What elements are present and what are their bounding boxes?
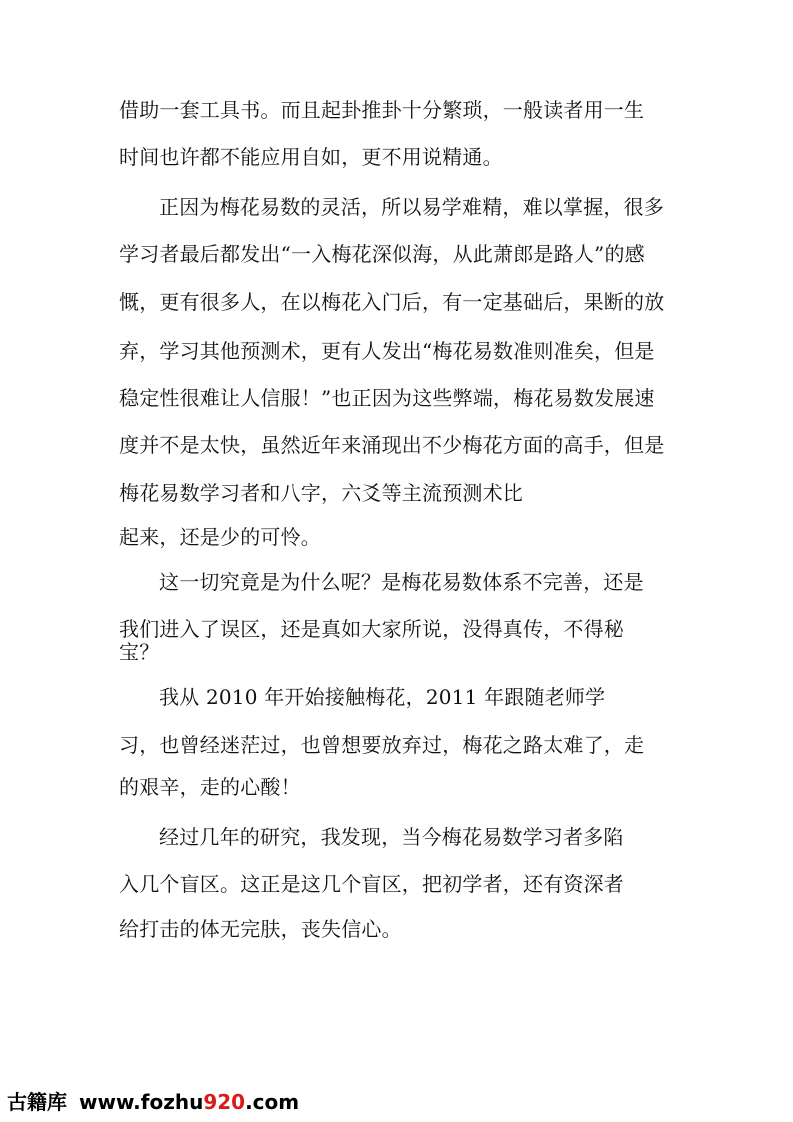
text-line: 宝？ <box>119 640 160 664</box>
text-line: 这一切究竟是为什么呢？是梅花易数体系不完善，还是 <box>159 570 644 594</box>
text-line: 给打击的体无完肤，丧失信心。 <box>119 917 402 941</box>
text-line: 习，也曾经迷茫过，也曾想要放弃过，梅花之路太难了，走 <box>119 733 645 757</box>
text-line: 经过几年的研究，我发现，当今梅花易数学习者多陷 <box>159 825 624 849</box>
text-line: 我从 2010 年开始接触梅花，2011 年跟随老师学 <box>159 685 606 709</box>
text-line: 正因为梅花易数的灵活，所以易学难精，难以掌握，很多 <box>159 195 664 219</box>
text-line: 梅花易数学习者和八字，六爻等主流预测术比 <box>119 481 523 505</box>
text-line: 学习者最后都发出“一入梅花深似海，从此萧郎是路人”的感 <box>119 242 645 266</box>
text-line: 起来，还是少的可怜。 <box>119 525 321 549</box>
text-line: 我们进入了误区，还是真如大家所说，没得真传，不得秘 <box>119 617 624 641</box>
footer-watermark <box>7 1090 299 1114</box>
footer-url-suffix: .com <box>245 1090 300 1114</box>
text-line: 度并不是太快，虽然近年来涌现出不少梅花方面的高手，但是 <box>119 433 665 457</box>
text-line: 弃，学习其他预测术，更有人发出“梅花易数准则准矣，但是 <box>119 339 655 363</box>
footer-url-number: 920 <box>203 1090 246 1114</box>
footer-site-name: 古籍库 <box>7 1090 67 1114</box>
text-line: 的艰辛，走的心酸！ <box>119 775 301 799</box>
text-line: 稳定性很难让人信服！”也正因为这些弊端，梅花易数发展速 <box>119 386 655 410</box>
footer-url-prefix: www.fozhu <box>79 1090 204 1114</box>
text-line: 借助一套工具书。而且起卦推卦十分繁琐，一般读者用一生 <box>119 98 645 122</box>
text-line: 入几个盲区。这正是这几个盲区，把初学者，还有资深者 <box>119 872 624 896</box>
text-line: 慨，更有很多人，在以梅花入门后，有一定基础后，果断的放 <box>119 290 665 314</box>
text-line: 时间也许都不能应用自如，更不用说精通。 <box>119 145 503 169</box>
